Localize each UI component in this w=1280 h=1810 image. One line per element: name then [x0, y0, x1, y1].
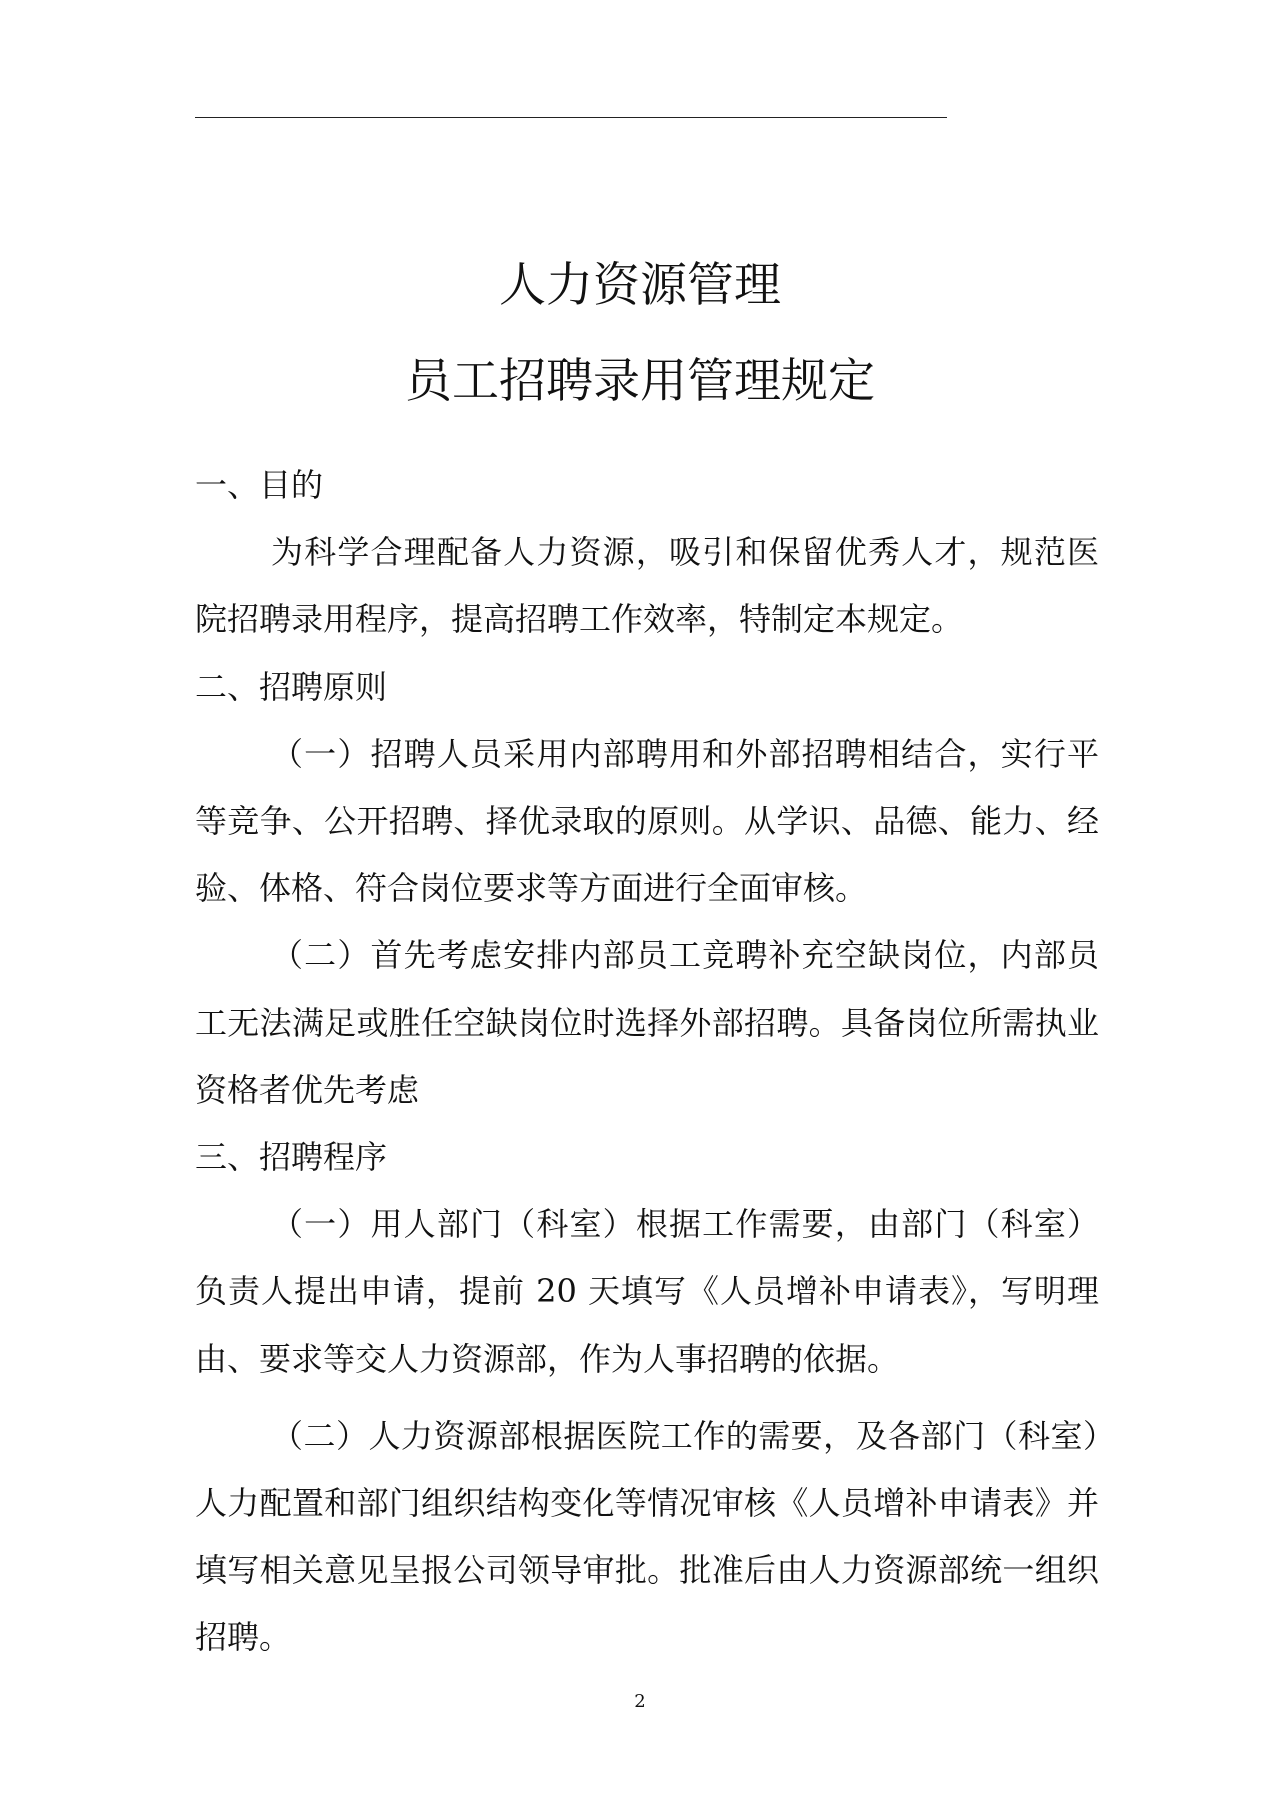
- paragraph-principle-2: （二）首先考虑安排内部员工竞聘补充空缺岗位，内部员工无法满足或胜任空缺岗位时选择外部招聘。具备岗位所需执业资格者优先考虑: [195, 936, 1099, 1109]
- section-heading-principles: 二、招聘原则: [195, 667, 388, 706]
- paragraph-procedure-2: （二）人力资源部根据医院工作的需要，及各部门（科室）人力配置和部门组织结构变化等情况审核《人员增补申请表》并填写相关意见呈报公司领导审批。批准后由人力资源部统一组织招聘。: [195, 1416, 1099, 1657]
- section-heading-purpose: 一、目的: [195, 466, 324, 504]
- document-body: [195, 452, 1099, 1672]
- document-title-line-1: 人力资源管理: [499, 258, 781, 313]
- document-title-line-2: 员工招聘录用管理规定: [405, 354, 875, 409]
- page-number: 2: [634, 1691, 646, 1712]
- paragraph-purpose: 为科学合理配备人力资源，吸引和保留优秀人才，规范医院招聘录用程序，提高招聘工作效率，特制定本规定。: [195, 533, 1099, 639]
- header-rule: [195, 117, 947, 118]
- section-heading-procedure: 三、招聘程序: [195, 1138, 388, 1177]
- paragraph-procedure-1: （一）用人部门（科室）根据工作需要，由部门（科室）负责人提出申请，提前 20 天填写《人员增补申请表》，写明理由、要求等交人力资源部，作为人事招聘的依据。: [195, 1205, 1099, 1378]
- paragraph-principle-1: （一）招聘人员采用内部聘用和外部招聘相结合，实行平等竞争、公开招聘、择优录取的原则。从学识、品德、能力、经验、体格、符合岗位要求等方面进行全面审核。: [195, 734, 1099, 908]
